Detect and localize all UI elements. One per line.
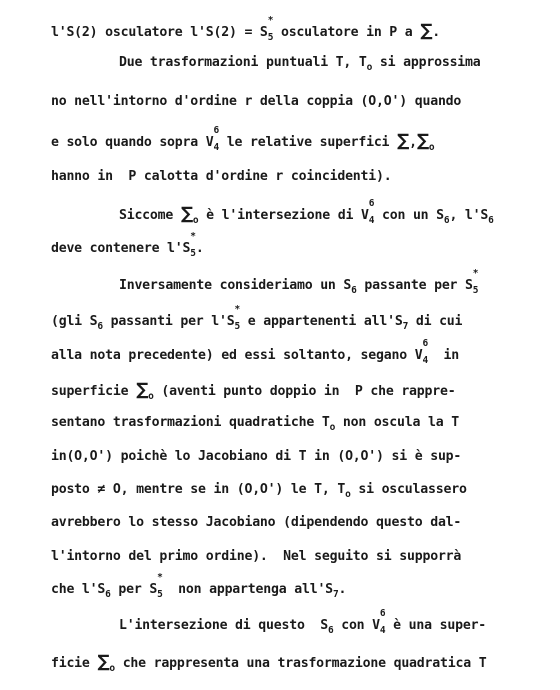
text-line-7: deve contenere l'S * $_5$. — [50, 231, 204, 260]
text-line-14: posto ≠ O, mentre se in (O,O') le T, $T_o$ si osculassero — [50, 482, 467, 501]
text-line-6: Siccome $\sum_o$ è l'intersezione di V 6 $_4$ con un $S_6$, $l'S_6$ — [118, 198, 494, 227]
text-line-12: sentano trasformazioni quadratiche $T_o$ non oscula la T — [50, 415, 459, 434]
text-line-4: e solo quando sopra V 6 $_4$ le relative superfici $\sum,\sum_o$ — [50, 125, 435, 154]
text-run: l'S(2) osculatore l'S(2) = S — [50, 25, 268, 41]
text-line-9: (gli $S_6$ passanti per l'S * $_5$ e appartenenti $all'S_7$ di cui — [50, 304, 463, 333]
text-line-19: ficie $\sum_o$ che rappresenta una trasformazione quadratica T — [50, 652, 487, 675]
text-line-10: alla nota precedente) ed essi soltanto, segano V 6 $_4$ in — [50, 338, 459, 367]
sigma-symbol: ∑ — [416, 131, 429, 152]
sigma-symbol: ∑ — [397, 131, 410, 152]
sigma-symbol: ∑ — [97, 652, 110, 673]
text-run: osculatore in P a — [273, 25, 421, 41]
text-line-17: che $l'S_6$ per S * $_5$ non appartenga $all'S_7$. — [50, 572, 347, 601]
text-line-2: Due trasformazioni puntuali T, $T_o$ si approssima — [118, 55, 481, 74]
sigma-symbol: ∑ — [420, 21, 433, 42]
text-line-8: Inversamente consideriamo un $S_6$ passante per S * $_5$ — [118, 268, 479, 297]
text-line-15: avrebbero lo stesso Jacobiano (dipendendo questo dal- — [50, 515, 462, 531]
text-line-18: L'intersezione di questo $S_6$ con V 6 $_4$ è una super- — [118, 608, 487, 637]
sigma-symbol: ∑ — [136, 380, 149, 401]
text-line-13: in(O,O') poichè lo Jacobiano di T in (O,O') si è sup- — [50, 449, 462, 465]
sigma-symbol: ∑ — [180, 204, 193, 225]
text-line-16: l'intorno del primo ordine). Nel seguito si supporrà — [50, 549, 462, 565]
superscript-subscript: * $_5$ — [267, 15, 274, 44]
text-run: . — [432, 25, 441, 41]
text-line-3: no nell'intorno d'ordine r della coppia (O,O') quando — [50, 94, 462, 110]
text-line-11: superficie $\sum_o$ (aventi punto doppio in P che rappre- — [50, 380, 456, 403]
text-line-5: hanno in P calotta d'ordine r coincidenti). — [50, 169, 392, 185]
